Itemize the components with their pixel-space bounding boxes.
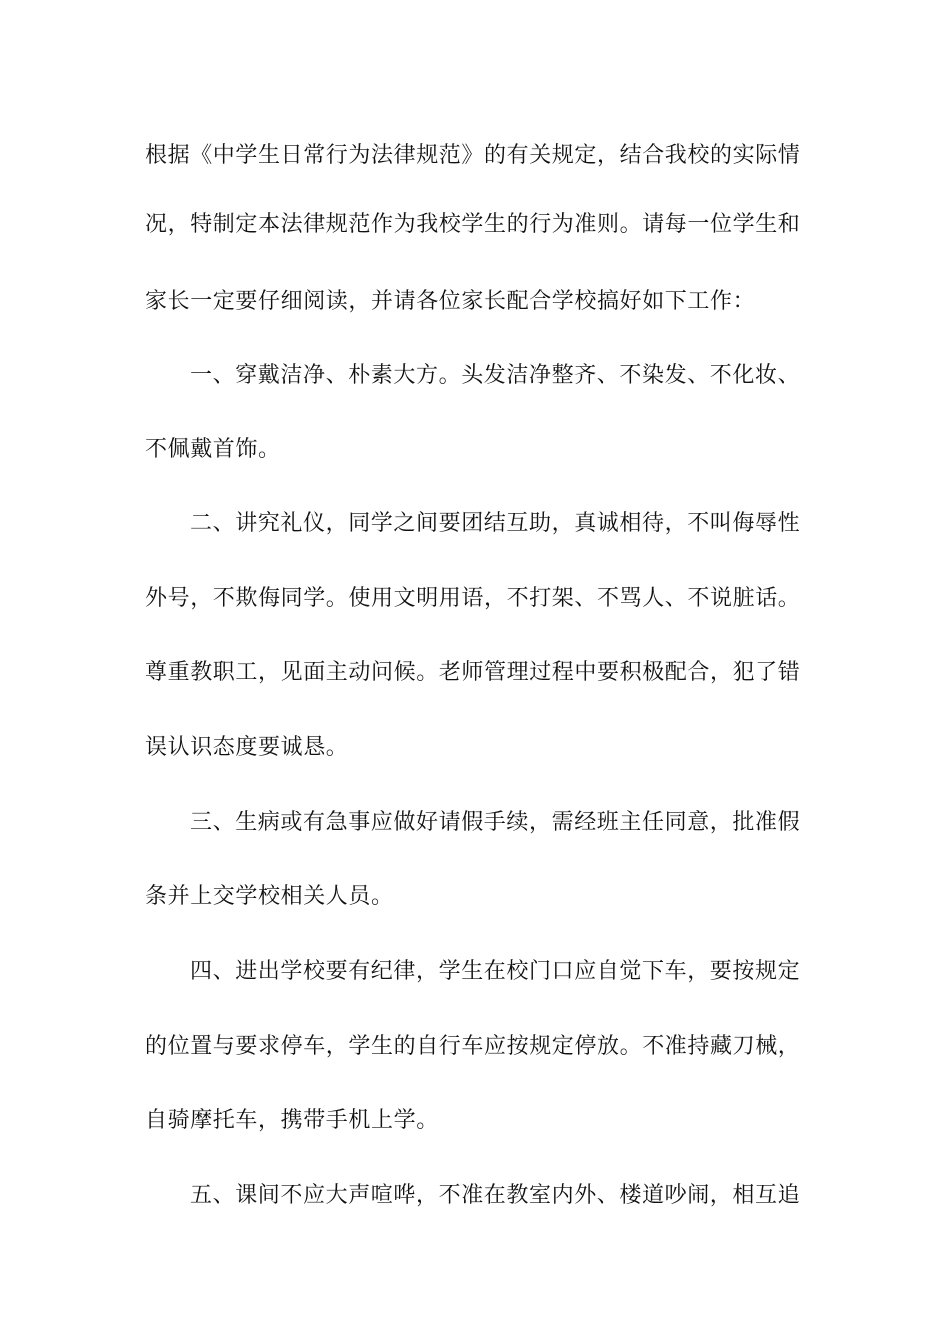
paragraph-line: 家长一定要仔细阅读，并请各位家长配合学校搞好如下工作： — [145, 289, 756, 314]
paragraph-line: 根据《中学生日常行为法律规范》的有关规定，结合我校的实际情 — [145, 143, 801, 168]
paragraph-line: 二、讲究礼仪，同学之间要团结互助，真诚相待，不叫侮辱性 — [190, 511, 801, 536]
paragraph-line: 自骑摩托车，携带手机上学。 — [145, 1108, 439, 1133]
paragraph-line: 五、课间不应大声喧哗，不准在教室内外、楼道吵闹，相互追 — [190, 1183, 801, 1208]
paragraph-line: 外号，不欺侮同学。使用文明用语，不打架、不骂人、不说脏话。 — [145, 586, 801, 611]
paragraph-line: 况，特制定本法律规范作为我校学生的行为准则。请每一位学生和 — [145, 212, 801, 237]
paragraph-line: 三、生病或有急事应做好请假手续，需经班主任同意，批准假 — [190, 810, 801, 835]
paragraph-line: 不佩戴首饰。 — [145, 437, 281, 462]
paragraph-line: 四、进出学校要有纪律，学生在校门口应自觉下车，要按规定 — [190, 959, 801, 984]
paragraph-line: 尊重教职工，见面主动问候。老师管理过程中要积极配合，犯了错 — [145, 660, 801, 685]
paragraph-line: 误认识态度要诚恳。 — [145, 735, 349, 760]
paragraph-line: 的位置与要求停车，学生的自行车应按规定停放。不准持藏刀械， — [145, 1034, 801, 1059]
paragraph-line: 一、穿戴洁净、朴素大方。头发洁净整齐、不染发、不化妆、 — [190, 363, 801, 388]
paragraph-line: 条并上交学校相关人员。 — [145, 884, 394, 909]
